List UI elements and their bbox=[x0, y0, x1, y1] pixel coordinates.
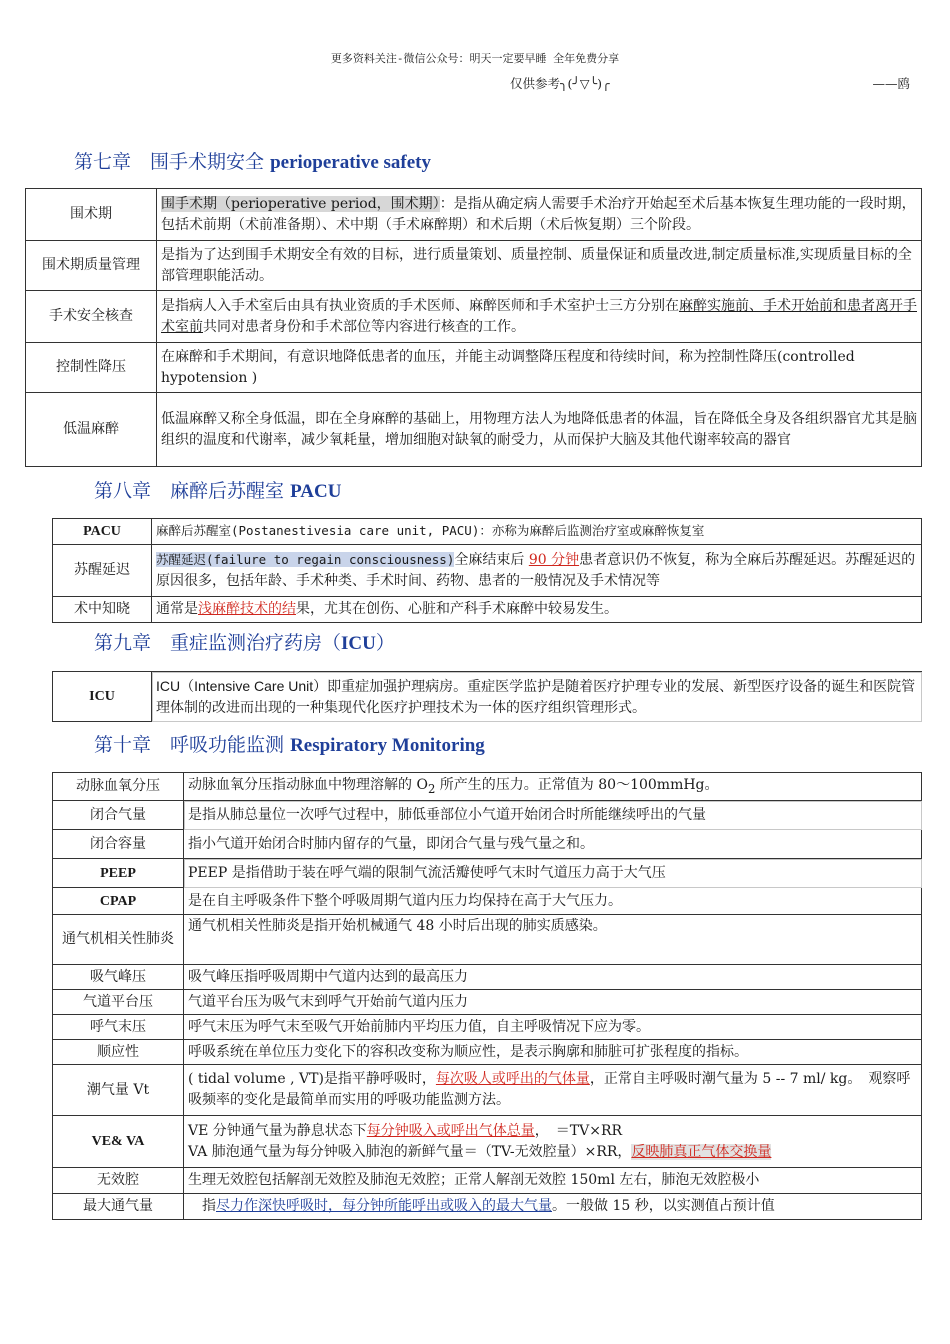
definition-cell: 在麻醉和手术期间，有意识地降低患者的血压，并能主动调整降压程度和待续时间，称为控制性降压(controlled hypotension ) bbox=[157, 343, 922, 393]
key-phrase: 每次吸人或呼出的气体量 bbox=[435, 1071, 590, 1087]
table-row bbox=[53, 965, 922, 990]
chapter-8-heading bbox=[94, 476, 341, 503]
definition-cell: 呼气末压为呼气末至吸气开始前肺内平均压力值，自主呼吸情况下应为零。 bbox=[184, 1015, 922, 1040]
table-row bbox=[53, 519, 922, 545]
table-row bbox=[26, 241, 922, 291]
definition-cell: 气道平台压为吸气末到呼气开始前气道内压力 bbox=[184, 990, 922, 1015]
definition-cell bbox=[184, 1065, 922, 1116]
term-cell: PEEP bbox=[53, 859, 184, 888]
definition-cell: 生理无效腔包括解剖无效腔及肺泡无效腔；正常人解剖无效腔 150ml 左右，肺泡无效腔极小 bbox=[184, 1168, 922, 1194]
chapter-10-title-en: Respiratory Monitoring bbox=[290, 735, 485, 756]
chapter-9-table bbox=[52, 671, 922, 722]
definition-text: VE 分钟通气量为静息状态下 bbox=[188, 1122, 367, 1139]
definition-text: ( tidal volume , VT)是指平静呼吸时， bbox=[188, 1071, 436, 1087]
table-row bbox=[53, 597, 922, 623]
definition-text: 患者意识仍不恢复，称为全麻后苏醒延迟。苏醒延迟的原因很多，包括年龄、手术种类、手术时间、药物、患者的一般情况及手术情况等 bbox=[156, 551, 916, 589]
term-cell: 顺应性 bbox=[53, 1040, 184, 1065]
table-row bbox=[53, 801, 922, 830]
definition-text: 是指病人入手术室后由具有执业资质的手术医师、麻醉医师和手术室护士三方分别在 bbox=[161, 297, 679, 314]
definition-cell: PEEP 是指借助于装在呼气端的限制气流活瓣使呼气末时气道压力高于大气压 bbox=[184, 859, 922, 888]
term-cell: 气道平台压 bbox=[53, 990, 184, 1015]
term-cell: 无效腔 bbox=[53, 1168, 184, 1194]
highlighted-lead: 围手术期（perioperative period，围术期） bbox=[161, 195, 440, 212]
table-row bbox=[26, 393, 922, 467]
highlighted-lead: 苏醒延迟(failure to regain consciousness) bbox=[156, 551, 455, 567]
definition-text: 果，尤其在创伤、心脏和产科手术麻醉中较易发生。 bbox=[296, 601, 618, 617]
table-row bbox=[53, 990, 922, 1015]
definition-cell: ICU（Intensive Care Unit）即重症加强护理病房。重症医学监护是随着医疗护理专业的发展、新型医疗设备的诞生和医院管理体制的改进而出现的一种集现代化医疗护理技术为一体的医疗组织管理形式。 bbox=[152, 672, 922, 722]
term-cell: 动脉血氧分压 bbox=[53, 773, 184, 801]
definition-cell bbox=[157, 291, 922, 343]
definition-cell: 指小气道开始闭合时肺内留存的气量，即闭合气量与残气量之和。 bbox=[184, 830, 922, 859]
table-row bbox=[53, 1015, 922, 1040]
term-cell: CPAP bbox=[53, 888, 184, 915]
reference-note: 仅供参考╮(╯▽╰)╭ bbox=[510, 76, 610, 91]
table-row bbox=[26, 291, 922, 343]
term-cell: ICU bbox=[53, 672, 152, 722]
definition-cell: 呼吸系统在单位压力变化下的容积改变称为顺应性，是表示胸廓和肺脏可扩张程度的指标。 bbox=[184, 1040, 922, 1065]
chapter-9-title-end: ） bbox=[375, 632, 395, 654]
table-row bbox=[53, 1116, 922, 1168]
term-cell: 通气机相关性肺炎 bbox=[53, 915, 184, 965]
chapter-9-title-cn: 第九章 重症监测治疗药房（ bbox=[94, 632, 342, 654]
definition-cell: 麻醉后苏醒室(Postanestivesia care unit, PACU)：亦称为麻醉后监测治疗室或麻醉恢复室 bbox=[152, 519, 922, 545]
author-signature: ——鸥 bbox=[872, 76, 910, 91]
term-cell: 闭合气量 bbox=[53, 801, 184, 830]
term-cell: 低温麻醉 bbox=[26, 393, 157, 467]
table-row bbox=[26, 343, 922, 393]
definition-text: 通常是 bbox=[156, 601, 198, 617]
term-cell: 闭合容量 bbox=[53, 830, 184, 859]
chapter-10-heading bbox=[94, 730, 485, 757]
definition-cell: 低温麻醉又称全身低温，即在全身麻醉的基础上，用物理方法人为地降低患者的体温，旨在降低全身及各组织器官尤其是脑组织的温度和代谢率，减少氧耗量，增加细胞对缺氧的耐受力，从而保护大脑及其他代谢率较高的器官 bbox=[157, 393, 922, 467]
term-cell: 最大通气量 bbox=[53, 1194, 184, 1220]
definition-cell: 是指为了达到围手术期安全有效的目标，进行质量策划、质量控制、质量保证和质量改进,制定质量标准,实现质量目标的全部管理职能活动。 bbox=[157, 241, 922, 291]
key-phrase: 尽力作深快呼吸时，每分钟所能呼出或吸入的最大气量 bbox=[216, 1198, 552, 1214]
table-row bbox=[26, 189, 922, 241]
term-cell: 吸气峰压 bbox=[53, 965, 184, 990]
term-cell: 围术期 bbox=[26, 189, 157, 241]
table-row bbox=[53, 859, 922, 888]
definition-text: 共同对患者身份和手术部位等内容进行核查的工作。 bbox=[203, 318, 525, 335]
term-cell: 术中知晓 bbox=[53, 597, 152, 623]
key-phrase: 反映肺真正气体交换量 bbox=[631, 1143, 772, 1160]
chapter-10-title-cn: 第十章 呼吸功能监测 bbox=[94, 734, 285, 756]
definition-text: 所产生的压力。正常值为 80～100mmHg。 bbox=[435, 776, 719, 793]
definition-text: 全麻结束后 bbox=[454, 551, 529, 568]
chapter-9-title-en: ICU bbox=[341, 633, 376, 654]
definition-text: ：是指从确定病人需要手术治疗开始起至术后基本恢复生理功能的一段时期，包括术前期（术前准备期）、术中期（手术麻醉期）和术后期（术后恢复期）三个阶段。 bbox=[161, 195, 916, 233]
table-row bbox=[53, 773, 922, 801]
chapter-8-title-en: PACU bbox=[290, 481, 342, 502]
term-cell: 手术安全核查 bbox=[26, 291, 157, 343]
key-phrase: 浅麻醉技术的结 bbox=[198, 601, 296, 617]
term-cell: 控制性降压 bbox=[26, 343, 157, 393]
key-phrase: 每分钟吸入或呼出气体总量 bbox=[366, 1122, 535, 1139]
definition-cell bbox=[152, 597, 922, 623]
definition-cell: 是指从肺总量位一次呼气过程中，肺低垂部位小气道开始闭合时所能继续呼出的气量 bbox=[184, 801, 922, 830]
definition-cell bbox=[157, 189, 922, 241]
term-cell: VE& VA bbox=[53, 1116, 184, 1168]
chapter-8-table bbox=[52, 518, 922, 623]
term-cell: 呼气末压 bbox=[53, 1015, 184, 1040]
chapter-8-title-cn: 第八章 麻醉后苏醒室 bbox=[94, 480, 285, 502]
definition-cell bbox=[184, 773, 922, 801]
key-phrase: 90 分钟 bbox=[528, 551, 580, 568]
table-row bbox=[53, 888, 922, 915]
definition-cell: 通气机相关性肺炎是指开始机械通气 48 小时后出现的肺实质感染。 bbox=[184, 915, 922, 965]
term-cell: PACU bbox=[53, 519, 152, 545]
definition-text: VA 肺泡通气量为每分钟吸入肺泡的新鲜气量＝（TV-无效腔量）×RR， bbox=[188, 1143, 632, 1160]
table-row bbox=[53, 1168, 922, 1194]
table-row bbox=[53, 830, 922, 859]
definition-cell bbox=[152, 545, 922, 597]
definition-text: ，正常自主呼吸时潮气量为 5 -- 7 ml/ kg。 观察呼吸频率的变化是最简单而实用的呼吸功能监测方法。 bbox=[188, 1071, 911, 1108]
chapter-7-heading bbox=[74, 147, 431, 174]
chapter-7-table bbox=[25, 188, 922, 467]
definition-text: ， ＝TV×RR bbox=[534, 1122, 623, 1139]
chapter-9-heading bbox=[94, 628, 395, 655]
top-note: 更多资料关注-微信公众号：明天一定要早睡 全年免费分享 bbox=[330, 52, 620, 65]
table-row bbox=[53, 1065, 922, 1116]
chapter-7-title-cn: 第七章 围手术期安全 bbox=[74, 151, 265, 173]
underlined-text: 麻醉实施前、手术开始前和患者离开手术室前 bbox=[161, 297, 917, 335]
definition-cell bbox=[184, 1116, 922, 1168]
subscript: 2 bbox=[427, 781, 436, 796]
chapter-10-table bbox=[52, 772, 922, 1220]
definition-cell: 是在自主呼吸条件下整个呼吸周期气道内压力均保持在高于大气压力。 bbox=[184, 888, 922, 915]
term-cell: 苏醒延迟 bbox=[53, 545, 152, 597]
definition-text: 指 bbox=[188, 1198, 216, 1214]
definition-cell bbox=[184, 1194, 922, 1220]
table-row bbox=[53, 1194, 922, 1220]
definition-cell: 吸气峰压指呼吸周期中气道内达到的最高压力 bbox=[184, 965, 922, 990]
term-cell: 围术期质量管理 bbox=[26, 241, 157, 291]
term-cell: 潮气量 Vt bbox=[53, 1065, 184, 1116]
chapter-7-title-en: perioperative safety bbox=[270, 152, 431, 173]
table-row bbox=[53, 545, 922, 597]
table-row bbox=[53, 915, 922, 965]
definition-text: 。一般做 15 秒，以实测值占预计值 bbox=[552, 1198, 775, 1214]
table-row bbox=[53, 1040, 922, 1065]
table-row bbox=[53, 672, 922, 722]
definition-text: 动脉血氧分压指动脉血中物理溶解的 O bbox=[188, 776, 428, 793]
